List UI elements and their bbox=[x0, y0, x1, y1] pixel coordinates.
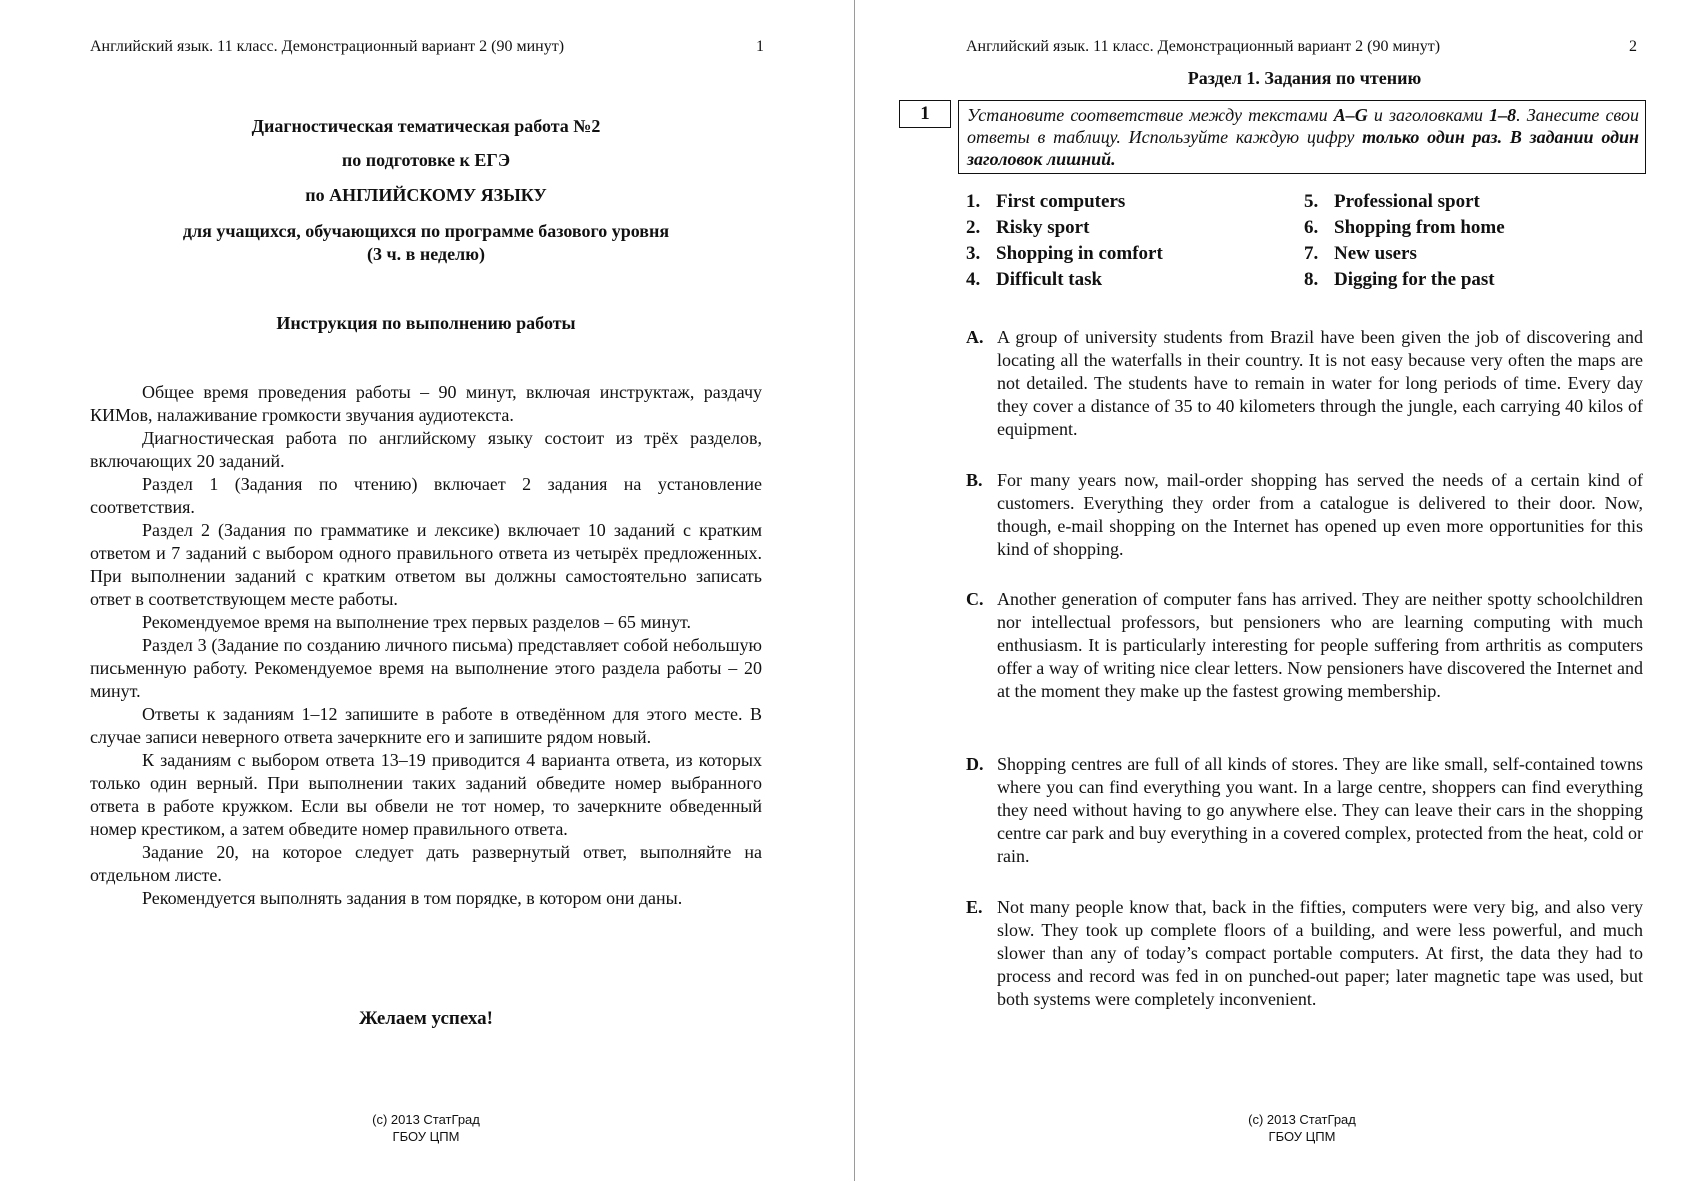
task-instruction-headings-range: 1–8 bbox=[1489, 105, 1517, 125]
heading-item bbox=[966, 241, 1163, 267]
footer-org: ГБОУ ЦПМ bbox=[392, 1129, 460, 1144]
footer-copyright: (c) 2013 СтатГрад bbox=[1248, 1112, 1356, 1127]
heading-item bbox=[1304, 267, 1505, 293]
text-body: A group of university students from Brazil have been given the job of discovering and locating all the waterfalls in their country. It is not easy because very often the maps are not detailed. The students have to remain in water for long periods of time. Every day they cover a distance of 35 to 40 kilometers through the jungle, each carrying 40 kilos of equipment. bbox=[997, 327, 1643, 439]
heading-item bbox=[1304, 241, 1505, 267]
title-line-5: (3 ч. в неделю) bbox=[367, 244, 485, 264]
instruction-paragraph: К заданиям с выбором ответа 13–19 приводится 4 варианта ответа, из которых только один верный. При выполнении таких заданий обведите номер выбранного ответа в работе кружком. Если вы обвели не тот номер, то зачеркните обведенный номер крестиком, а затем обведите номер правильного ответа. bbox=[90, 750, 762, 839]
closing-wish: Желаем успеха! bbox=[359, 1008, 493, 1029]
right-page-number: 2 bbox=[1629, 38, 1637, 55]
task-instruction-texts-range: A–G bbox=[1333, 105, 1368, 125]
text-c bbox=[966, 588, 1643, 703]
heading-number: 5. bbox=[1304, 191, 1319, 212]
left-footer bbox=[326, 1111, 526, 1145]
heading-text: First computers bbox=[996, 191, 1126, 212]
heading-number: 4. bbox=[966, 269, 981, 290]
heading-text: Difficult task bbox=[996, 269, 1103, 290]
instruction-paragraph: Раздел 3 (Задание по созданию личного письма) представляет собой небольшую письменную работу. Рекомендуемое время на выполнение этого раздела работы – 20 минут. bbox=[90, 635, 762, 701]
text-body: Not many people know that, back in the fifties, computers were very big, and also very slow. They took up complete floors of a building, and were less powerful, and much slower than any of today’s compact portable computers. At first, the data they had to process and record was fed in on punched-out paper; later magnetic tape was used, but both systems were completely inconvenient. bbox=[997, 897, 1643, 1009]
text-label: A. bbox=[966, 327, 984, 347]
heading-number: 2. bbox=[966, 217, 981, 238]
text-label: B. bbox=[966, 470, 983, 490]
heading-item bbox=[1304, 189, 1505, 215]
text-a bbox=[966, 326, 1643, 441]
text-body: Another generation of computer fans has arrived. They are neither spotty schoolchildren nor intellectual professors, but pensioners who are learning computing with much enthusiasm. It is particularly interesting for people suffering from arthritis as computers offer a way of writing nice clear letters. Now pensioners have discovered the Internet and at the moment they make up the fastest growing membership. bbox=[997, 589, 1643, 701]
left-page-header: Английский язык. 11 класс. Демонстрационный вариант 2 (90 минут) bbox=[90, 38, 565, 55]
instruction-paragraph: Диагностическая работа по английскому языку состоит из трёх разделов, включающих 20 заданий. bbox=[90, 428, 762, 471]
instruction-paragraph: Задание 20, на которое следует дать развернутый ответ, выполняйте на отдельном листе. bbox=[90, 842, 762, 885]
title-line-2: по подготовке к ЕГЭ bbox=[341, 150, 511, 170]
section-title: Раздел 1. Задания по чтению bbox=[1187, 68, 1422, 88]
heading-number: 8. bbox=[1304, 269, 1319, 290]
heading-number: 1. bbox=[966, 191, 981, 212]
instruction-paragraph: Раздел 1 (Задания по чтению) включает 2 задания на установление соответствия. bbox=[90, 474, 762, 517]
text-body: For many years now, mail-order shopping has served the needs of a certain kind of customers. Everything they order from a catalogue is delivered to their door. Now, though, e-mail shopping on the Internet has opened up even more opportunities for this kind of shopping. bbox=[997, 470, 1643, 559]
title-line-1: Диагностическая тематическая работа №2 bbox=[251, 116, 601, 136]
heading-text: Shopping in comfort bbox=[996, 243, 1163, 264]
heading-text: Shopping from home bbox=[1334, 217, 1505, 238]
text-b bbox=[966, 469, 1643, 561]
heading-number: 7. bbox=[1304, 243, 1319, 264]
task-instruction bbox=[958, 100, 1646, 174]
heading-item bbox=[1304, 215, 1505, 241]
task-number-box: 1 bbox=[899, 100, 951, 128]
task-instruction-part: и заголовками bbox=[1367, 105, 1490, 125]
heading-text: Risky sport bbox=[996, 217, 1090, 238]
left-page-number: 1 bbox=[756, 38, 764, 55]
heading-item bbox=[966, 215, 1163, 241]
footer-copyright: (c) 2013 СтатГрад bbox=[372, 1112, 480, 1127]
heading-number: 3. bbox=[966, 243, 981, 264]
heading-text: Professional sport bbox=[1334, 191, 1480, 212]
text-label: D. bbox=[966, 754, 984, 774]
instruction-paragraph: Рекомендуется выполнять задания в том порядке, в котором они даны. bbox=[142, 888, 683, 908]
right-page-header: Английский язык. 11 класс. Демонстрационный вариант 2 (90 минут) bbox=[966, 38, 1441, 55]
instruction-paragraph: Раздел 2 (Задания по грамматике и лексике) включает 10 заданий с кратким ответом и 7 заданий с выбором одного правильного ответа из четырёх предложенных. При выполнении заданий с кратким ответом вы должны самостоятельно записать ответ в соответствующем месте работы. bbox=[90, 520, 762, 609]
title-line-4: для учащихся, обучающихся по программе базового уровня bbox=[182, 221, 670, 241]
right-footer bbox=[1202, 1111, 1402, 1145]
heading-item bbox=[966, 189, 1163, 215]
text-label: C. bbox=[966, 589, 984, 609]
text-label: E. bbox=[966, 897, 983, 917]
title-line-3: по АНГЛИЙСКОМУ ЯЗЫКУ bbox=[305, 185, 547, 205]
instructions-body bbox=[90, 381, 762, 910]
text-e bbox=[966, 896, 1643, 1011]
heading-text: Digging for the past bbox=[1334, 269, 1495, 290]
heading-item bbox=[966, 267, 1163, 293]
text-d bbox=[966, 753, 1643, 868]
text-body: Shopping centres are full of all kinds of stores. They are like small, self-contained towns where you can find everything you want. In a large centre, shoppers can find everything they need without having to go anywhere else. They can leave their cars in the shopping centre car park and buy everything in a covered complex, protected from the heat, cold or rain. bbox=[997, 754, 1643, 866]
instruction-paragraph: Рекомендуемое время на выполнение трех первых разделов – 65 минут. bbox=[142, 612, 692, 632]
task-instruction-part: . Занесите свои ответы в таблицу. Используйте каждую цифру bbox=[967, 105, 1640, 147]
task-instruction-emphasis: только один раз. В задании один заголовок лишний. bbox=[967, 127, 1640, 169]
heading-number: 6. bbox=[1304, 217, 1319, 238]
instruction-paragraph: Ответы к заданиям 1–12 запишите в работе в отведённом для этого месте. В случае записи неверного ответа зачеркните его и запишите рядом новый. bbox=[90, 704, 762, 747]
task-instruction-part: Установите соответствие между текстами bbox=[967, 105, 1334, 125]
heading-text: New users bbox=[1334, 243, 1417, 264]
headings-list-right bbox=[1304, 189, 1505, 293]
footer-org: ГБОУ ЦПМ bbox=[1268, 1129, 1336, 1144]
headings-list-left bbox=[966, 189, 1163, 293]
instructions-heading: Инструкция по выполнению работы bbox=[276, 313, 576, 333]
instruction-paragraph: Общее время проведения работы – 90 минут, включая инструктаж, раздачу КИМов, налаживание громкости звучания аудиотекста. bbox=[90, 382, 762, 425]
